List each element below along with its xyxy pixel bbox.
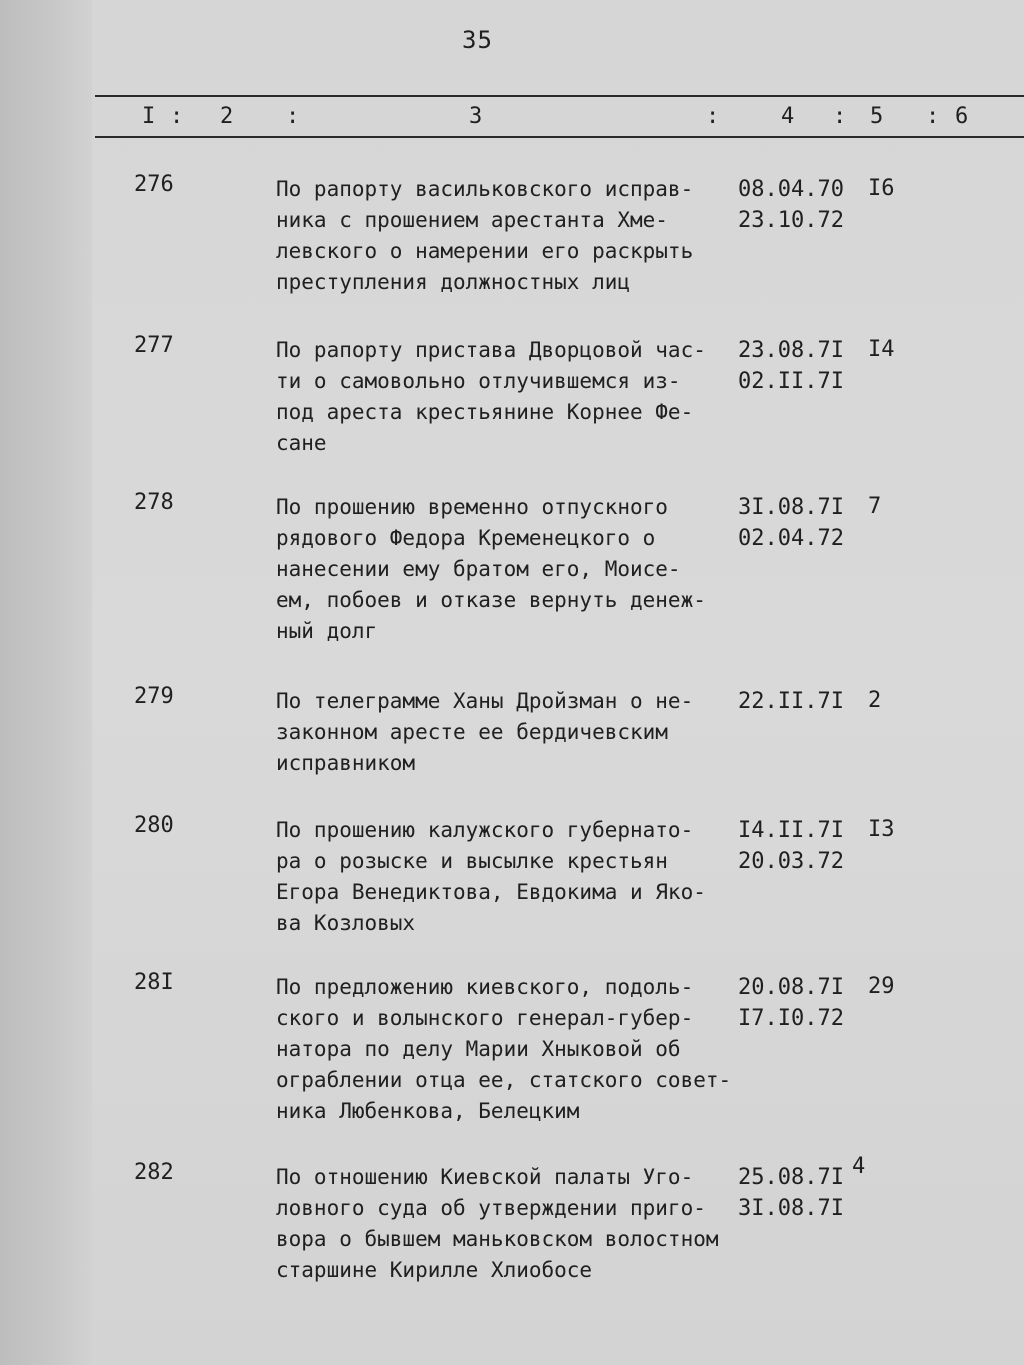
date-start: 08.04.70 bbox=[738, 177, 844, 202]
date-start: 20.08.7I bbox=[738, 975, 844, 1000]
record-description bbox=[276, 492, 746, 647]
col-header-4: 4 bbox=[781, 104, 795, 129]
col-separator: : bbox=[286, 104, 300, 129]
description-line: под ареста крестьянине Корнее Фе- bbox=[276, 400, 694, 424]
date-end: 02.04.72 bbox=[738, 526, 844, 551]
date-start: 3I.08.7I bbox=[738, 495, 844, 520]
record-sheet-count: 7 bbox=[868, 494, 882, 519]
date-start: 25.08.7I bbox=[738, 1165, 844, 1190]
date-end: 20.03.72 bbox=[738, 849, 844, 874]
description-line: левского о намерении его раскрыть bbox=[276, 239, 694, 263]
record-dates bbox=[738, 335, 844, 397]
description-line: нанесении ему братом его, Моисе- bbox=[276, 557, 681, 581]
description-line: По рапорту пристава Дворцовой час- bbox=[276, 338, 706, 362]
date-end: 02.II.7I bbox=[738, 369, 844, 394]
record-dates bbox=[738, 1162, 844, 1224]
date-start: 23.08.7I bbox=[738, 338, 844, 363]
description-line: ный долг bbox=[276, 619, 378, 643]
record-number: 276 bbox=[134, 172, 174, 197]
description-line: ника Любенкова, Белецким bbox=[276, 1099, 580, 1123]
record-sheet-count: 29 bbox=[868, 974, 895, 999]
record-description bbox=[276, 174, 746, 298]
record-description bbox=[276, 686, 746, 779]
description-line: По отношению Киевской палаты Уго- bbox=[276, 1165, 694, 1189]
record-dates bbox=[738, 815, 844, 877]
record-sheet-count: 2 bbox=[868, 688, 882, 713]
table-header-bottom-rule bbox=[95, 136, 1024, 138]
page-number: 35 bbox=[462, 26, 493, 54]
record-sheet-count: I6 bbox=[868, 176, 895, 201]
description-line: ограблении отца ее, статского совет- bbox=[276, 1068, 732, 1092]
col-separator: : bbox=[170, 104, 184, 129]
col-header-3: 3 bbox=[469, 104, 483, 129]
description-line: ского и волынского генерал-губер- bbox=[276, 1006, 694, 1030]
date-end: I7.I0.72 bbox=[738, 1006, 844, 1031]
description-line: ника с прошением арестанта Хме- bbox=[276, 208, 668, 232]
date-end: 3I.08.7I bbox=[738, 1196, 844, 1221]
description-line: законном аресте ее бердичевским bbox=[276, 720, 668, 744]
description-line: По прошению калужского губернато- bbox=[276, 818, 694, 842]
description-line: преступления должностных лиц bbox=[276, 270, 631, 294]
description-line: По рапорту васильковского исправ- bbox=[276, 177, 694, 201]
record-number: 282 bbox=[134, 1160, 174, 1185]
date-start: 22.II.7I bbox=[738, 689, 844, 714]
description-line: исправником bbox=[276, 751, 416, 775]
description-line: старшине Кирилле Хлиобосе bbox=[276, 1258, 593, 1282]
record-sheet-count: I3 bbox=[868, 817, 895, 842]
description-line: Егора Венедиктова, Евдокима и Яко- bbox=[276, 880, 706, 904]
description-line: ра о розыске и высылке крестьян bbox=[276, 849, 668, 873]
record-dates bbox=[738, 686, 844, 717]
col-separator: : bbox=[833, 104, 847, 129]
date-end: 23.10.72 bbox=[738, 208, 844, 233]
record-description bbox=[276, 815, 746, 939]
record-number: 279 bbox=[134, 684, 174, 709]
record-number: 278 bbox=[134, 490, 174, 515]
description-line: ва Козловых bbox=[276, 911, 416, 935]
record-description bbox=[276, 335, 746, 459]
table-header-top-rule bbox=[95, 95, 1024, 97]
description-line: натора по делу Марии Хныковой об bbox=[276, 1037, 681, 1061]
record-dates bbox=[738, 492, 844, 554]
record-dates bbox=[738, 972, 844, 1034]
record-description bbox=[276, 1162, 746, 1286]
col-header-6: 6 bbox=[955, 104, 969, 129]
col-separator: : bbox=[926, 104, 940, 129]
description-line: По прошению временно отпускного bbox=[276, 495, 668, 519]
col-header-1: I bbox=[142, 104, 156, 129]
record-number: 280 bbox=[134, 813, 174, 838]
binding-margin bbox=[0, 0, 92, 1365]
description-line: вора о бывшем маньковском волостном bbox=[276, 1227, 719, 1251]
date-start: I4.II.7I bbox=[738, 818, 844, 843]
description-line: ем, побоев и отказе вернуть денеж- bbox=[276, 588, 706, 612]
record-dates bbox=[738, 174, 844, 236]
record-sheet-count: 4 bbox=[852, 1154, 866, 1179]
description-line: По телеграмме Ханы Дройзман о не- bbox=[276, 689, 694, 713]
col-separator: : bbox=[706, 104, 720, 129]
record-description bbox=[276, 972, 746, 1127]
col-header-5: 5 bbox=[870, 104, 884, 129]
record-number: 277 bbox=[134, 333, 174, 358]
description-line: ти о самовольно отлучившемся из- bbox=[276, 369, 681, 393]
description-line: ловного суда об утверждении приго- bbox=[276, 1196, 706, 1220]
description-line: рядового Федора Кременецкого о bbox=[276, 526, 656, 550]
record-sheet-count: I4 bbox=[868, 337, 895, 362]
description-line: По предложению киевского, подоль- bbox=[276, 975, 694, 999]
description-line: сане bbox=[276, 431, 327, 455]
col-header-2: 2 bbox=[220, 104, 234, 129]
record-number: 28I bbox=[134, 970, 174, 995]
